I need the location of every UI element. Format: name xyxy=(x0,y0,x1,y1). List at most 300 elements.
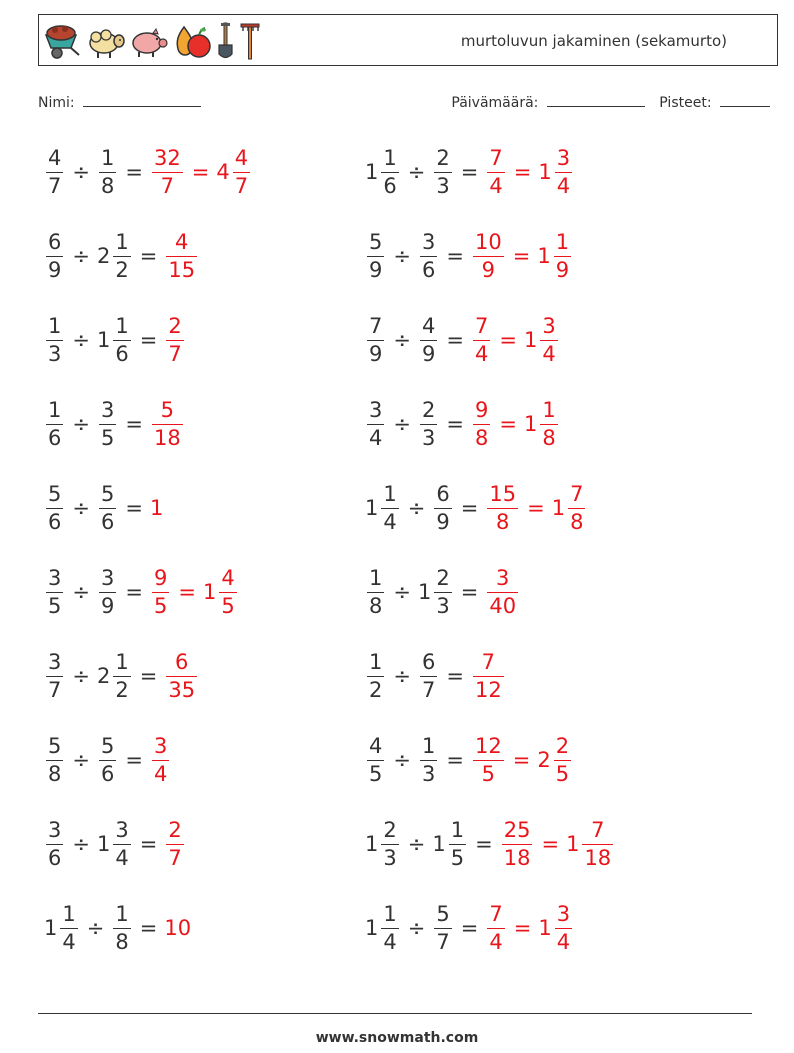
answer-equals-sign: = xyxy=(513,160,532,184)
dividend-fraction xyxy=(46,649,63,702)
dividend-whole: 1 xyxy=(365,160,379,184)
answer-mixed-fraction xyxy=(554,229,571,282)
answer-mixed-denominator: 4 xyxy=(556,173,571,198)
equals-sign: = xyxy=(125,412,143,436)
equals-sign: = xyxy=(125,748,143,772)
answer-equals-sign: = xyxy=(178,580,196,604)
answer-numerator: 25 xyxy=(503,817,531,842)
answer xyxy=(471,229,573,282)
dividend-denominator: 8 xyxy=(48,761,62,786)
answer-mixed-whole: 4 xyxy=(216,160,230,184)
answer xyxy=(471,313,560,366)
answer-equals-sign: = xyxy=(513,916,532,940)
answer-fraction xyxy=(487,901,504,954)
equals-sign: = xyxy=(446,328,464,352)
answer-mixed-numerator: 7 xyxy=(591,817,605,842)
divisor-whole: 2 xyxy=(96,664,111,688)
answer-denominator: 7 xyxy=(168,341,182,366)
answer-fraction xyxy=(152,565,169,618)
answer-numerator: 3 xyxy=(153,733,168,758)
answer-fraction xyxy=(502,817,533,870)
problem-10 xyxy=(365,476,587,540)
dividend-fraction xyxy=(367,733,384,786)
answer-mixed-denominator: 5 xyxy=(555,761,570,786)
divisor-numerator: 2 xyxy=(436,145,450,170)
answer-mixed-whole: 1 xyxy=(537,244,551,268)
divisor-fraction xyxy=(99,565,116,618)
dividend-fraction xyxy=(367,313,384,366)
answer xyxy=(471,649,506,702)
answer-fraction xyxy=(152,733,169,786)
dividend-numerator: 1 xyxy=(48,313,62,338)
equals-sign: = xyxy=(475,832,493,856)
answer-fraction xyxy=(166,817,183,870)
equals-sign: = xyxy=(125,160,143,184)
header-box xyxy=(38,14,778,66)
divide-sign: ÷ xyxy=(72,748,90,772)
dividend-denominator: 9 xyxy=(48,257,62,282)
divide-sign: ÷ xyxy=(72,412,90,436)
answer xyxy=(150,397,185,450)
divide-sign: ÷ xyxy=(72,160,90,184)
dividend-fraction xyxy=(46,733,63,786)
answer-fraction xyxy=(487,145,504,198)
dividend-denominator: 5 xyxy=(48,593,62,618)
equals-sign: = xyxy=(446,748,464,772)
divisor-fraction xyxy=(420,649,437,702)
answer-equals-sign: = xyxy=(499,328,517,352)
answer-numerator: 32 xyxy=(153,145,181,170)
dividend-whole: 1 xyxy=(365,496,379,520)
problem-7 xyxy=(44,392,185,456)
equals-sign: = xyxy=(460,160,479,184)
divisor-denominator: 5 xyxy=(100,425,115,450)
divisor-fraction xyxy=(99,397,116,450)
answer-mixed-numerator: 3 xyxy=(556,901,571,926)
dividend-numerator: 1 xyxy=(62,901,76,926)
answer-denominator: 5 xyxy=(481,761,496,786)
divisor-denominator: 6 xyxy=(100,509,115,534)
divisor-fraction xyxy=(420,397,437,450)
answer-denominator: 7 xyxy=(160,173,175,198)
problem-1 xyxy=(44,140,252,204)
divisor-denominator: 2 xyxy=(115,677,129,702)
name-blank[interactable] xyxy=(83,92,201,107)
worksheet-title: murtoluvun jakaminen (sekamurto) xyxy=(460,32,727,50)
answer-mixed-whole: 1 xyxy=(538,160,552,184)
dividend-numerator: 1 xyxy=(383,145,397,170)
dividend-fraction xyxy=(60,901,77,954)
divisor-numerator: 6 xyxy=(436,481,450,506)
answer-mixed-numerator: 3 xyxy=(556,145,571,170)
divisor-fraction xyxy=(113,313,130,366)
answer-mixed-numerator: 4 xyxy=(221,565,235,590)
divisor-denominator: 3 xyxy=(421,761,436,786)
divisor-denominator: 6 xyxy=(421,257,436,282)
answer-fraction xyxy=(473,397,490,450)
divisor-fraction xyxy=(420,733,437,786)
answer xyxy=(150,145,252,198)
divide-sign: ÷ xyxy=(393,412,411,436)
answer-mixed-fraction xyxy=(555,145,572,198)
dividend-numerator: 5 xyxy=(369,229,383,254)
dividend-numerator: 1 xyxy=(48,397,62,422)
answer-fraction xyxy=(473,229,504,282)
equals-sign: = xyxy=(125,580,143,604)
equals-sign: = xyxy=(446,664,464,688)
answer xyxy=(164,817,185,870)
dividend-fraction xyxy=(46,397,63,450)
dividend-denominator: 6 xyxy=(48,845,62,870)
dividend-fraction xyxy=(381,481,398,534)
dividend-fraction xyxy=(46,565,63,618)
answer xyxy=(485,901,574,954)
divisor-whole: 2 xyxy=(96,244,111,268)
divisor-denominator: 9 xyxy=(100,593,115,618)
answer-fraction xyxy=(152,145,183,198)
answer-denominator: 7 xyxy=(168,845,182,870)
answer-mixed-numerator: 2 xyxy=(555,733,570,758)
dividend-numerator: 6 xyxy=(48,229,62,254)
answer-denominator: 4 xyxy=(489,173,503,198)
divisor-numerator: 5 xyxy=(436,901,450,926)
answer xyxy=(485,565,520,618)
equals-sign: = xyxy=(139,244,158,268)
divide-sign: ÷ xyxy=(72,328,90,352)
shovel-icon xyxy=(215,21,235,61)
answer-fraction xyxy=(473,313,490,366)
divide-sign: ÷ xyxy=(393,748,411,772)
dividend-fraction xyxy=(46,481,63,534)
answer-numerator: 7 xyxy=(481,649,496,674)
divisor-denominator: 3 xyxy=(436,173,450,198)
answer-equals-sign: = xyxy=(191,160,210,184)
answer-mixed-numerator: 7 xyxy=(570,481,584,506)
dividend-fraction xyxy=(46,145,63,198)
header-icons xyxy=(43,19,262,63)
problem-16 xyxy=(365,728,573,792)
divisor-denominator: 8 xyxy=(115,929,129,954)
dividend-fraction xyxy=(381,901,398,954)
equals-sign: = xyxy=(125,496,143,520)
answer-mixed-numerator: 3 xyxy=(542,313,556,338)
divisor-denominator: 7 xyxy=(421,677,436,702)
answer-fraction xyxy=(166,229,197,282)
divide-sign: ÷ xyxy=(72,580,90,604)
equals-sign: = xyxy=(460,580,479,604)
dividend-numerator: 4 xyxy=(48,145,62,170)
answer-numerator: 9 xyxy=(474,397,489,422)
dividend-whole: 1 xyxy=(44,916,58,940)
dividend-whole: 1 xyxy=(365,916,379,940)
answer-mixed-denominator: 4 xyxy=(542,341,556,366)
divisor-numerator: 1 xyxy=(421,733,436,758)
problem-6 xyxy=(365,308,560,372)
dividend-denominator: 6 xyxy=(48,425,62,450)
answer-mixed-fraction xyxy=(582,817,613,870)
divide-sign: ÷ xyxy=(72,244,90,268)
problem-11 xyxy=(44,560,239,624)
divisor-fraction xyxy=(434,565,451,618)
divisor-fraction xyxy=(434,145,451,198)
divide-sign: ÷ xyxy=(407,916,426,940)
answer-fraction xyxy=(166,649,197,702)
divide-sign: ÷ xyxy=(407,496,426,520)
answer xyxy=(485,145,574,198)
answer-numerator: 4 xyxy=(175,229,189,254)
answer-numerator: 6 xyxy=(175,649,189,674)
answer xyxy=(164,916,191,940)
divisor-numerator: 3 xyxy=(421,229,436,254)
answer-numerator: 5 xyxy=(160,397,175,422)
dividend-denominator: 6 xyxy=(383,173,397,198)
dividend-fraction xyxy=(46,313,63,366)
answer-mixed-denominator: 9 xyxy=(555,257,570,282)
answer-mixed-denominator: 18 xyxy=(584,845,612,870)
dividend-numerator: 5 xyxy=(48,733,62,758)
divisor-numerator: 4 xyxy=(421,313,436,338)
answer-mixed-fraction xyxy=(540,397,557,450)
problem-14 xyxy=(365,644,506,708)
dividend-numerator: 1 xyxy=(383,481,397,506)
date-label: Päivämäärä: xyxy=(451,95,539,111)
divisor-numerator: 5 xyxy=(100,733,115,758)
divisor-fraction xyxy=(113,649,130,702)
divide-sign: ÷ xyxy=(393,580,411,604)
date-score-fields xyxy=(451,92,770,111)
sheep-icon xyxy=(86,21,126,61)
answer xyxy=(164,313,185,366)
divide-sign: ÷ xyxy=(72,664,90,688)
answer-denominator: 8 xyxy=(474,425,489,450)
dividend-denominator: 7 xyxy=(48,173,62,198)
answer-numerator: 10 xyxy=(474,229,502,254)
divide-sign: ÷ xyxy=(407,832,426,856)
name-label: Nimi: xyxy=(38,95,75,111)
answer-mixed-denominator: 7 xyxy=(234,173,249,198)
divide-sign: ÷ xyxy=(72,496,90,520)
answer-mixed-fraction xyxy=(540,313,557,366)
answer xyxy=(500,817,615,870)
dividend-fraction xyxy=(367,565,384,618)
answer-numerator: 2 xyxy=(168,817,182,842)
divisor-fraction xyxy=(420,313,437,366)
answer-mixed-numerator: 4 xyxy=(234,145,249,170)
wheelbarrow-icon xyxy=(43,21,83,61)
divisor-numerator: 1 xyxy=(115,229,129,254)
dividend-denominator: 4 xyxy=(383,929,397,954)
answer-integer: 1 xyxy=(149,496,164,520)
answer-mixed-whole: 1 xyxy=(523,328,538,352)
answer-denominator: 12 xyxy=(474,677,502,702)
answer-mixed-whole: 2 xyxy=(537,748,551,772)
answer-mixed-fraction xyxy=(554,733,571,786)
problem-8 xyxy=(365,392,560,456)
divisor-denominator: 9 xyxy=(421,341,436,366)
divisor-denominator: 6 xyxy=(115,341,129,366)
answer xyxy=(150,496,163,520)
divide-sign: ÷ xyxy=(393,244,411,268)
equals-sign: = xyxy=(139,916,158,940)
answer-equals-sign: = xyxy=(512,748,531,772)
dividend-denominator: 6 xyxy=(48,509,62,534)
dividend-numerator: 2 xyxy=(383,817,397,842)
dividend-fraction xyxy=(367,397,384,450)
problem-15 xyxy=(44,728,171,792)
answer-mixed-fraction xyxy=(568,481,585,534)
dividend-numerator: 3 xyxy=(48,565,62,590)
footer-divider xyxy=(38,1013,752,1014)
divisor-numerator: 3 xyxy=(100,397,115,422)
equals-sign: = xyxy=(446,412,464,436)
divisor-denominator: 3 xyxy=(436,593,450,618)
divisor-fraction xyxy=(420,229,437,282)
problem-19 xyxy=(44,896,191,960)
problem-5 xyxy=(44,308,186,372)
answer-numerator: 3 xyxy=(496,565,510,590)
answer-mixed-whole: 1 xyxy=(566,832,580,856)
score-blank[interactable] xyxy=(720,92,770,107)
dividend-numerator: 3 xyxy=(48,817,62,842)
answer-numerator: 2 xyxy=(168,313,182,338)
dividend-whole: 1 xyxy=(365,832,379,856)
divisor-fraction xyxy=(434,901,451,954)
divisor-numerator: 3 xyxy=(100,565,115,590)
dividend-fraction xyxy=(367,229,384,282)
divisor-fraction xyxy=(99,733,116,786)
divide-sign: ÷ xyxy=(393,664,411,688)
answer xyxy=(164,649,199,702)
answer-fraction xyxy=(152,397,183,450)
divisor-whole: 1 xyxy=(96,832,111,856)
answer-fraction xyxy=(166,313,183,366)
score-label: Pisteet: xyxy=(659,95,712,111)
divisor-denominator: 4 xyxy=(115,845,129,870)
problem-3 xyxy=(44,224,199,288)
equals-sign: = xyxy=(460,916,479,940)
dividend-numerator: 1 xyxy=(369,565,383,590)
answer-denominator: 9 xyxy=(481,257,496,282)
answer-denominator: 8 xyxy=(496,509,510,534)
answer-denominator: 5 xyxy=(153,593,168,618)
rake-icon xyxy=(238,21,262,61)
divisor-denominator: 7 xyxy=(436,929,450,954)
divisor-fraction xyxy=(113,229,130,282)
answer-denominator: 15 xyxy=(168,257,196,282)
problem-20 xyxy=(365,896,574,960)
answer xyxy=(471,733,573,786)
answer xyxy=(471,397,560,450)
dividend-fraction xyxy=(46,817,63,870)
answer-equals-sign: = xyxy=(541,832,560,856)
answer-mixed-fraction xyxy=(219,565,236,618)
answer xyxy=(150,565,239,618)
answer-mixed-fraction xyxy=(555,901,572,954)
equals-sign: = xyxy=(139,328,158,352)
dividend-fraction xyxy=(381,145,398,198)
divisor-fraction xyxy=(99,481,116,534)
dividend-denominator: 9 xyxy=(369,257,383,282)
divide-sign: ÷ xyxy=(407,160,426,184)
date-blank[interactable] xyxy=(547,92,645,107)
dividend-fraction xyxy=(46,229,63,282)
dividend-numerator: 3 xyxy=(369,397,383,422)
divisor-numerator: 1 xyxy=(100,145,115,170)
equals-sign: = xyxy=(446,244,464,268)
divisor-fraction xyxy=(99,145,116,198)
answer-mixed-fraction xyxy=(233,145,250,198)
divisor-denominator: 5 xyxy=(450,845,465,870)
divisor-whole: 1 xyxy=(417,580,432,604)
answer-mixed-whole: 1 xyxy=(538,916,552,940)
divisor-numerator: 6 xyxy=(421,649,436,674)
divisor-numerator: 1 xyxy=(450,817,465,842)
answer-equals-sign: = xyxy=(499,412,517,436)
divisor-numerator: 5 xyxy=(100,481,115,506)
pig-icon xyxy=(129,21,169,61)
name-field xyxy=(38,92,201,111)
dividend-denominator: 7 xyxy=(48,677,62,702)
problem-13 xyxy=(44,644,199,708)
answer-integer: 10 xyxy=(164,916,192,940)
footer-url: www.snowmath.com xyxy=(315,1030,479,1046)
answer-fraction xyxy=(473,649,504,702)
answer-mixed-denominator: 5 xyxy=(221,593,235,618)
equals-sign: = xyxy=(139,832,158,856)
dividend-denominator: 3 xyxy=(383,845,397,870)
equals-sign: = xyxy=(460,496,479,520)
divisor-fraction xyxy=(113,817,130,870)
answer-mixed-whole: 1 xyxy=(202,580,217,604)
dividend-numerator: 3 xyxy=(48,649,62,674)
divisor-fraction xyxy=(449,817,466,870)
divide-sign: ÷ xyxy=(86,916,105,940)
problem-12 xyxy=(365,560,520,624)
answer-denominator: 4 xyxy=(153,761,168,786)
dividend-numerator: 4 xyxy=(369,733,383,758)
divisor-fraction xyxy=(113,901,130,954)
answer-fraction xyxy=(473,733,504,786)
dividend-numerator: 7 xyxy=(369,313,383,338)
answer-numerator: 7 xyxy=(489,145,503,170)
divisor-denominator: 6 xyxy=(100,761,115,786)
answer-denominator: 4 xyxy=(489,929,503,954)
answer-denominator: 18 xyxy=(503,845,531,870)
answer-mixed-denominator: 8 xyxy=(570,509,584,534)
answer-fraction xyxy=(487,481,518,534)
dividend-denominator: 5 xyxy=(369,761,383,786)
problem-18 xyxy=(365,812,615,876)
problem-17 xyxy=(44,812,186,876)
divisor-denominator: 9 xyxy=(436,509,450,534)
problem-4 xyxy=(365,224,573,288)
divide-sign: ÷ xyxy=(72,832,90,856)
dividend-denominator: 3 xyxy=(48,341,62,366)
divisor-numerator: 1 xyxy=(115,649,129,674)
answer-denominator: 40 xyxy=(489,593,517,618)
equals-sign: = xyxy=(139,664,158,688)
dividend-numerator: 5 xyxy=(48,481,62,506)
answer-mixed-numerator: 1 xyxy=(542,397,556,422)
dividend-numerator: 1 xyxy=(383,901,397,926)
divisor-numerator: 3 xyxy=(115,817,129,842)
answer-mixed-denominator: 8 xyxy=(542,425,556,450)
divisor-numerator: 2 xyxy=(421,397,436,422)
answer-mixed-denominator: 4 xyxy=(556,929,571,954)
answer-numerator: 12 xyxy=(474,733,502,758)
divisor-whole: 1 xyxy=(96,328,111,352)
answer-equals-sign: = xyxy=(512,244,531,268)
